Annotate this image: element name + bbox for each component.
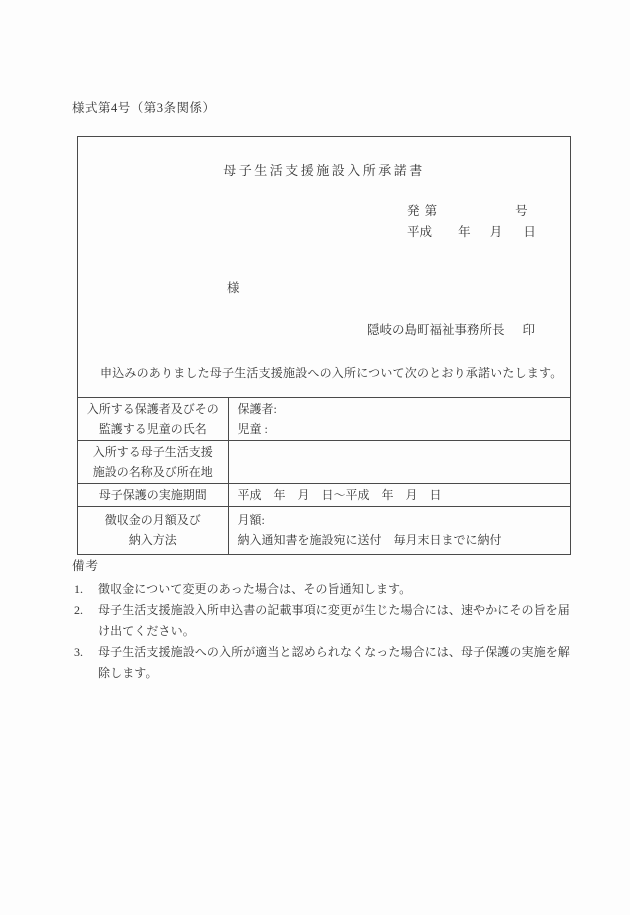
label-line: 徴収金の月額及び: [104, 513, 201, 528]
item-line: 母子生活支援施設入所申込書の記載事項に変更が生じた場合には、速やかにその旨を届: [98, 603, 570, 617]
row-value: [228, 483, 570, 506]
value-line: 月額:: [237, 513, 265, 528]
table-row: [78, 440, 570, 483]
label-line: 監護する児童の氏名: [98, 421, 207, 436]
value-line: 平成 年 月 日～平成 年 月 日: [237, 487, 442, 502]
document-title: 母子生活支援施設入所承諾書: [223, 163, 425, 178]
row-value: [228, 506, 570, 554]
label-line: 施設の名称及び所在地: [92, 464, 213, 479]
item-number: 3.: [74, 645, 83, 659]
item-number: 2.: [74, 603, 83, 617]
row-value: [228, 397, 570, 440]
item-body: [98, 579, 563, 600]
date-line: [407, 222, 536, 240]
table-row: [78, 506, 570, 554]
row-label: [78, 506, 228, 554]
row-value: [228, 440, 570, 483]
issue-number-blank: [438, 214, 515, 215]
acceptance-statement: 申込みのありました母子生活支援施設への入所について次のとおり承諾いたします。: [100, 366, 563, 380]
label-line: 入所する保護者及びその: [86, 401, 219, 416]
admission-table: [78, 397, 570, 555]
table-row: [78, 397, 570, 440]
row-label: [78, 483, 228, 506]
row-label: [78, 397, 228, 440]
item-body: [98, 600, 570, 642]
label-line: 入所する母子生活支援: [92, 444, 213, 459]
issue-suffix: 号: [515, 204, 529, 218]
seal-label: 印: [522, 323, 536, 337]
value-line: 納入通知書を施設宛に送付 毎月末日までに納付: [237, 533, 502, 548]
label-line: 納入方法: [128, 533, 177, 548]
table-row: [78, 483, 570, 506]
row-label: [78, 440, 228, 483]
remarks-item: [71, 600, 570, 642]
label-line: 母子保護の実施期間: [98, 487, 207, 502]
issue-prefix: 発 第: [407, 204, 439, 218]
month-label: 月: [489, 225, 503, 239]
issuer-label: 隠岐の島町福祉事務所長: [367, 323, 505, 337]
issue-number-line: [407, 201, 529, 219]
addressee-label: 様: [227, 281, 240, 295]
document-frame: [77, 136, 571, 555]
item-line: 除します。: [98, 666, 158, 680]
item-line: 母子生活支援施設への入所が適当と認められなくなった場合には、母子保護の実施を解: [98, 645, 570, 659]
era-label: 平成: [407, 225, 433, 239]
day-label: 日: [523, 225, 536, 239]
remarks-list: [71, 579, 570, 684]
item-line: け出てください。: [98, 624, 195, 638]
item-line: 徴収金について変更のあった場合は、その旨通知します。: [98, 582, 412, 596]
value-line: 児童 :: [237, 421, 268, 436]
item-number: 1.: [74, 582, 83, 596]
remarks-item: [71, 579, 563, 600]
item-body: [98, 642, 570, 684]
remarks-section: [71, 558, 570, 684]
form-number-label: 様式第4号（第3条関係）: [72, 101, 216, 115]
year-label: 年: [458, 225, 471, 239]
value-line: 保護者:: [237, 401, 277, 416]
remarks-heading: 備考: [72, 559, 100, 573]
issuer-line: [367, 320, 535, 338]
remarks-item: [71, 642, 570, 684]
